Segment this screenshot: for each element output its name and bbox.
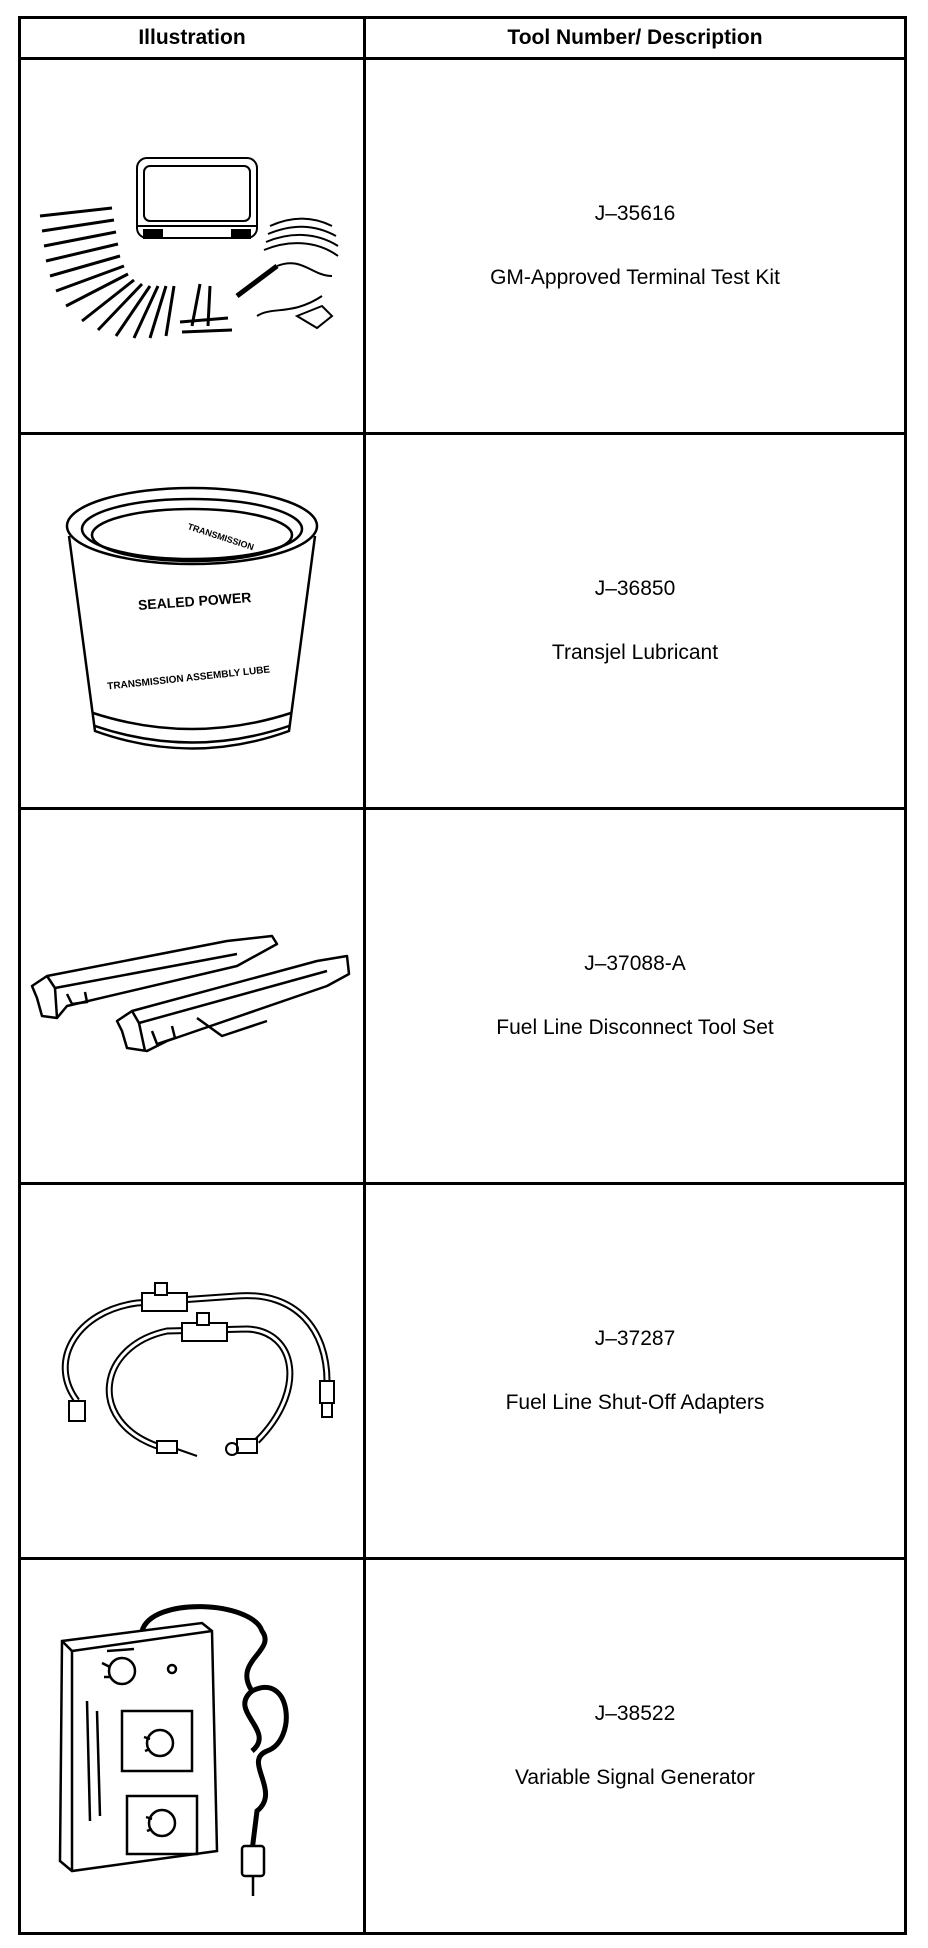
table-row — [20, 1559, 906, 1934]
illustration-cell — [20, 1559, 365, 1934]
table-row — [20, 809, 906, 1184]
illustration-cell — [20, 59, 365, 434]
tub-product-label: TRANSMISSION ASSEMBLY LUBE — [106, 664, 271, 693]
tool-description: Fuel Line Shut-Off Adapters — [505, 1391, 765, 1414]
table-row — [20, 1184, 906, 1559]
tool-number: J–37088-A — [584, 952, 686, 975]
illustration-cell — [20, 809, 365, 1184]
tool-number: J–38522 — [594, 1702, 676, 1725]
illustration-cell — [20, 434, 365, 809]
description-cell — [365, 809, 906, 1184]
table-row — [20, 59, 906, 434]
header-illustration: Illustration — [20, 18, 365, 59]
disconnect-tool-set-icon — [27, 926, 357, 1066]
description-cell — [365, 434, 906, 809]
illustration-cell — [20, 1184, 365, 1559]
tool-number: J–37287 — [594, 1327, 676, 1350]
tool-description: GM-Approved Terminal Test Kit — [490, 266, 780, 289]
terminal-test-kit-icon — [32, 146, 352, 346]
tool-description: Fuel Line Disconnect Tool Set — [496, 1016, 774, 1039]
description-cell — [365, 1184, 906, 1559]
signal-generator-icon — [52, 1591, 332, 1901]
tool-number: J–35616 — [594, 202, 676, 225]
tub-lid-label: TRANSMISSION — [186, 521, 256, 553]
header-description: Tool Number/ Description — [365, 18, 906, 59]
description-cell — [365, 59, 906, 434]
header-row — [20, 18, 906, 59]
tools-table — [18, 16, 907, 1935]
description-cell — [365, 1559, 906, 1934]
table-row — [20, 434, 906, 809]
tool-description: Variable Signal Generator — [514, 1766, 756, 1789]
tool-description: Transjel Lubricant — [551, 641, 719, 664]
lubricant-tub-icon — [57, 481, 327, 761]
tub-brand-label: SEALED POWER — [137, 589, 252, 613]
shut-off-adapters-icon — [37, 1271, 347, 1471]
tool-number: J–36850 — [594, 577, 676, 600]
